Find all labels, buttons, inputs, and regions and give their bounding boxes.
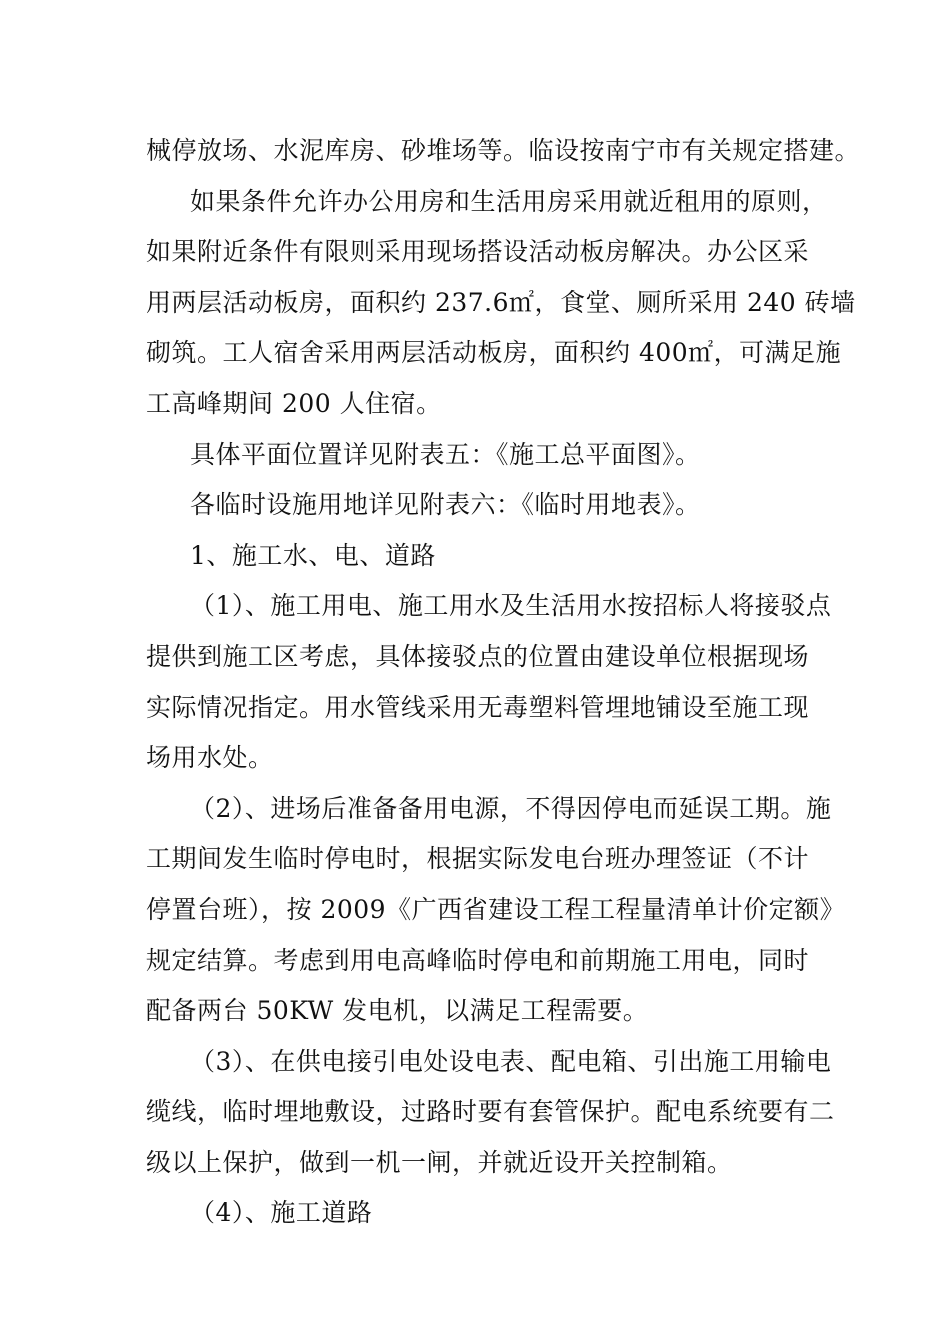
paragraph-start-line: （1）、施工用电、施工用水及生活用水按招标人将接驳点 <box>190 591 832 621</box>
text-line: 实际情况指定。用水管线采用无毒塑料管埋地铺设至施工现 <box>146 692 810 722</box>
text-line: 工期间发生临时停电时，根据实际发电台班办理签证（不计 <box>146 844 810 874</box>
text-line: 工高峰期间 200 人住宿。 <box>146 388 442 418</box>
subsection-heading: （4）、施工道路 <box>190 1198 373 1228</box>
paragraph-start-line: 具体平面位置详见附表五：《施工总平面图》。 <box>190 439 701 469</box>
text-line: 用两层活动板房，面积约 237.6㎡，食堂、厕所采用 240 砖墙 <box>146 287 856 317</box>
text-line: 缆线，临时埋地敷设，过路时要有套管保护。配电系统要有二 <box>146 1097 835 1127</box>
text-line: 级以上保护，做到一机一闸，并就近设开关控制箱。 <box>146 1147 733 1177</box>
text-line: 场用水处。 <box>146 743 274 773</box>
document-body <box>146 126 861 1239</box>
paragraph-start-line: 如果条件允许办公用房和生活用房采用就近租用的原则， <box>190 186 828 216</box>
text-line: 停置台班），按 2009《广西省建设工程工程量清单计价定额》 <box>146 894 846 924</box>
text-line: 提供到施工区考虑，具体接驳点的位置由建设单位根据现场 <box>146 641 810 671</box>
text-line: 械停放场、水泥库房、砂堆场等。临设按南宁市有关规定搭建。 <box>146 136 861 165</box>
paragraph-start-line: 各临时设施用地详见附表六：《临时用地表》。 <box>190 490 701 520</box>
paragraph-start-line: （3）、在供电接引电处设电表、配电箱、引出施工用输电 <box>190 1046 832 1076</box>
text-line: 如果附近条件有限则采用现场搭设活动板房解决。办公区采 <box>146 237 810 267</box>
text-line: 砌筑。工人宿舍采用两层活动板房，面积约 400㎡，可满足施 <box>146 338 842 368</box>
text-line: 配备两台 50KW 发电机，以满足工程需要。 <box>146 996 649 1026</box>
paragraph-start-line: （2）、进场后准备备用电源，不得因停电而延误工期。施 <box>190 793 832 823</box>
section-heading: 1、施工水、电、道路 <box>190 540 436 570</box>
text-line: 规定结算。考虑到用电高峰临时停电和前期施工用电，同时 <box>146 945 810 975</box>
